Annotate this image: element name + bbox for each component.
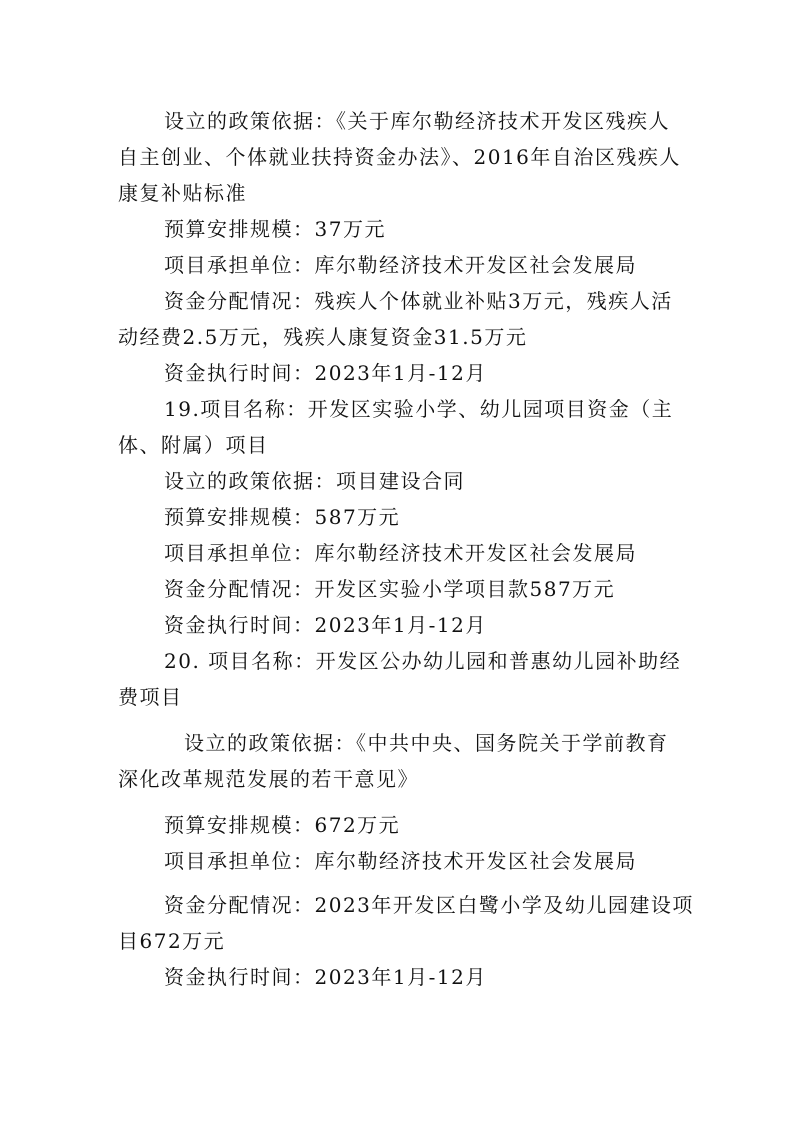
policy-basis-line-1: 设立的政策依据：《关于库尔勒经济技术开发区残疾人 <box>164 109 670 133</box>
project-19-title-line-2: 体、附属）项目 <box>118 433 269 457</box>
policy-basis-line-3: 康复补贴标准 <box>118 181 247 205</box>
project-20-policy-basis-line-1: 设立的政策依据：《中共中央、国务院关于学前教育 <box>184 731 669 755</box>
project-20-fund-allocation-line-2: 目672万元 <box>118 929 226 953</box>
project-20-title-line-1: 20. 项目名称：开发区公办幼儿园和普惠幼儿园补助经 <box>164 649 682 673</box>
project-19-budget-scale: 预算安排规模：587万元 <box>164 505 401 529</box>
project-20-budget-scale: 预算安排规模：672万元 <box>164 813 401 837</box>
execution-time: 资金执行时间：2023年1月-12月 <box>164 361 487 385</box>
project-19-responsible-unit: 项目承担单位：库尔勒经济技术开发区社会发展局 <box>164 541 637 565</box>
fund-allocation-line-1: 资金分配情况：残疾人个体就业补贴3万元，残疾人活 <box>164 289 673 313</box>
project-20-policy-basis-line-2: 深化改革规范发展的若干意见》 <box>118 767 419 791</box>
project-19-fund-allocation: 资金分配情况：开发区实验小学项目款587万元 <box>164 577 616 601</box>
project-19-policy-basis: 设立的政策依据：项目建设合同 <box>164 469 465 493</box>
project-20-title-line-2: 费项目 <box>118 685 183 709</box>
project-19-execution-time: 资金执行时间：2023年1月-12月 <box>164 613 487 637</box>
responsible-unit: 项目承担单位：库尔勒经济技术开发区社会发展局 <box>164 253 637 277</box>
project-19-title-line-1: 19.项目名称：开发区实验小学、幼儿园项目资金（主 <box>164 397 674 421</box>
fund-allocation-line-2: 动经费2.5万元，残疾人康复资金31.5万元 <box>118 325 528 349</box>
project-20-fund-allocation-line-1: 资金分配情况：2023年开发区白鹭小学及幼儿园建设项 <box>164 893 694 917</box>
project-20-responsible-unit: 项目承担单位：库尔勒经济技术开发区社会发展局 <box>164 849 637 873</box>
policy-basis-line-2: 自主创业、个体就业扶持资金办法》、2016年自治区残疾人 <box>118 145 681 169</box>
project-20-execution-time: 资金执行时间：2023年1月-12月 <box>164 965 487 989</box>
budget-scale: 预算安排规模：37万元 <box>164 217 386 241</box>
